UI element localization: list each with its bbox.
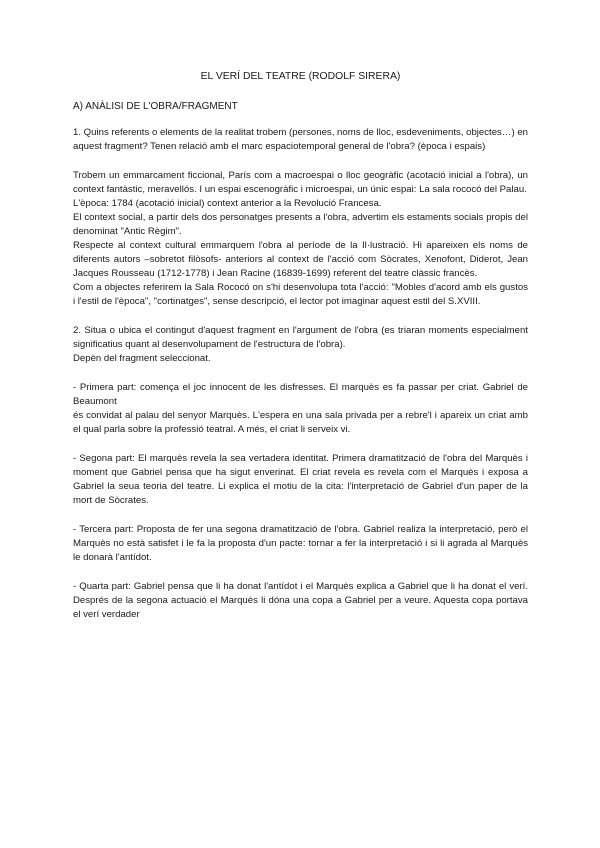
answer-1-paragraph: Respecte al context cultural emmarquem l'obra al període de la Il·lustració. Hi apareixen els noms de diferents autors –sobretot filòsofs- anteriors al context de l'acció com Sòcrates, Xenofont, Diderot, Jean Jacques Rousseau (1712-1778) i Jean Racine (16839-1699) referent del teatre clàssic francès. (73, 240, 528, 279)
answer-1-paragraph: Com a objectes referirem la Sala Rococó on s'hi desenvolupa tota l'acció: "Mobles d'acord amb els gustos i l'estil de l'època", "cortinatges", sense descripció, el lector pot imaginar aquest estil del S.XVIII. (73, 282, 528, 307)
answer-1-paragraph: Trobem un emmarcament ficcional, París com a macroespai o lloc geogràfic (acotació inicial a l'obra), un context fantàstic, meravellós. I un espai escenogràfic i microespai, un únic espai: La sala rococó del Palau. (73, 170, 528, 195)
document-title: EL VERÍ DEL TEATRE (RODOLF SIRERA) (200, 71, 401, 82)
answer-1-paragraph: L'època: 1784 (acotació inicial) context anterior a la Revolució Francesa. (73, 198, 382, 209)
answer-1-paragraph: El context social, a partir dels dos personatges presents a l'obra, advertim els estaments socials propis del denominat "Antic Règim". (73, 212, 528, 237)
section-heading: A) ANÀLISI DE L'OBRA/FRAGMENT (73, 101, 238, 112)
question-1: 1. Quins referents o elements de la realitat trobem (persones, noms de lloc, esdeveniments, objectes…) en aquest fragment? Tenen relació amb el marc espaciotemporal general de l'obra? (època i espais) (73, 127, 528, 152)
part-4-paragraph: - Quarta part: Gabriel pensa que li ha donat l'antídot i el Marquès explica a Gabriel que li ha donat el verí. Després de la segona actuació el Marquès li dóna una copa a Gabriel per a veure. Aquesta copa portava el verí verdader (73, 581, 528, 620)
part-1-line: - Primera part: comença el joc innocent de les disfresses. El marquès es fa passar per criat. Gabriel de Beaumont (73, 382, 528, 407)
question-2: 2. Situa o ubica el contingut d'aquest fragment en l'argument de l'obra (es triaran moments especialment significatius quant al desenvolupament de l'estructura de l'obra). (73, 325, 528, 350)
question-2-note: Depèn del fragment seleccionat. (73, 353, 211, 364)
part-1-line: és convidat al palau del senyor Marquès. L'espera en una sala privada per a rebre'l i apareix un criat amb el qual parla sobre la professió teatral. A més, el criat li serveix vi. (73, 410, 528, 435)
part-3-paragraph: - Tercera part: Proposta de fer una segona dramatització de l'obra. Gabriel realiza la interpretació, però el Marquès no està satisfet i le fa la proposta d'un pacte: tornar a fer la interpretació i si li agrada al Marquès le donarà l'antídot. (73, 524, 528, 563)
part-2-paragraph: - Segona part: El marquès revela la sea vertadera identitat. Primera dramatització de l'obra del Marquès i moment que Gabriel pensa que ha sigut enverinat. El criat revela es revela com el Marquès i exposa a Gabriel la seua teoria del teatre. Li explica el motiu de la cita: l'interpretació de Gabriel d'un paper de la mort de Sòcrates. (73, 453, 528, 506)
